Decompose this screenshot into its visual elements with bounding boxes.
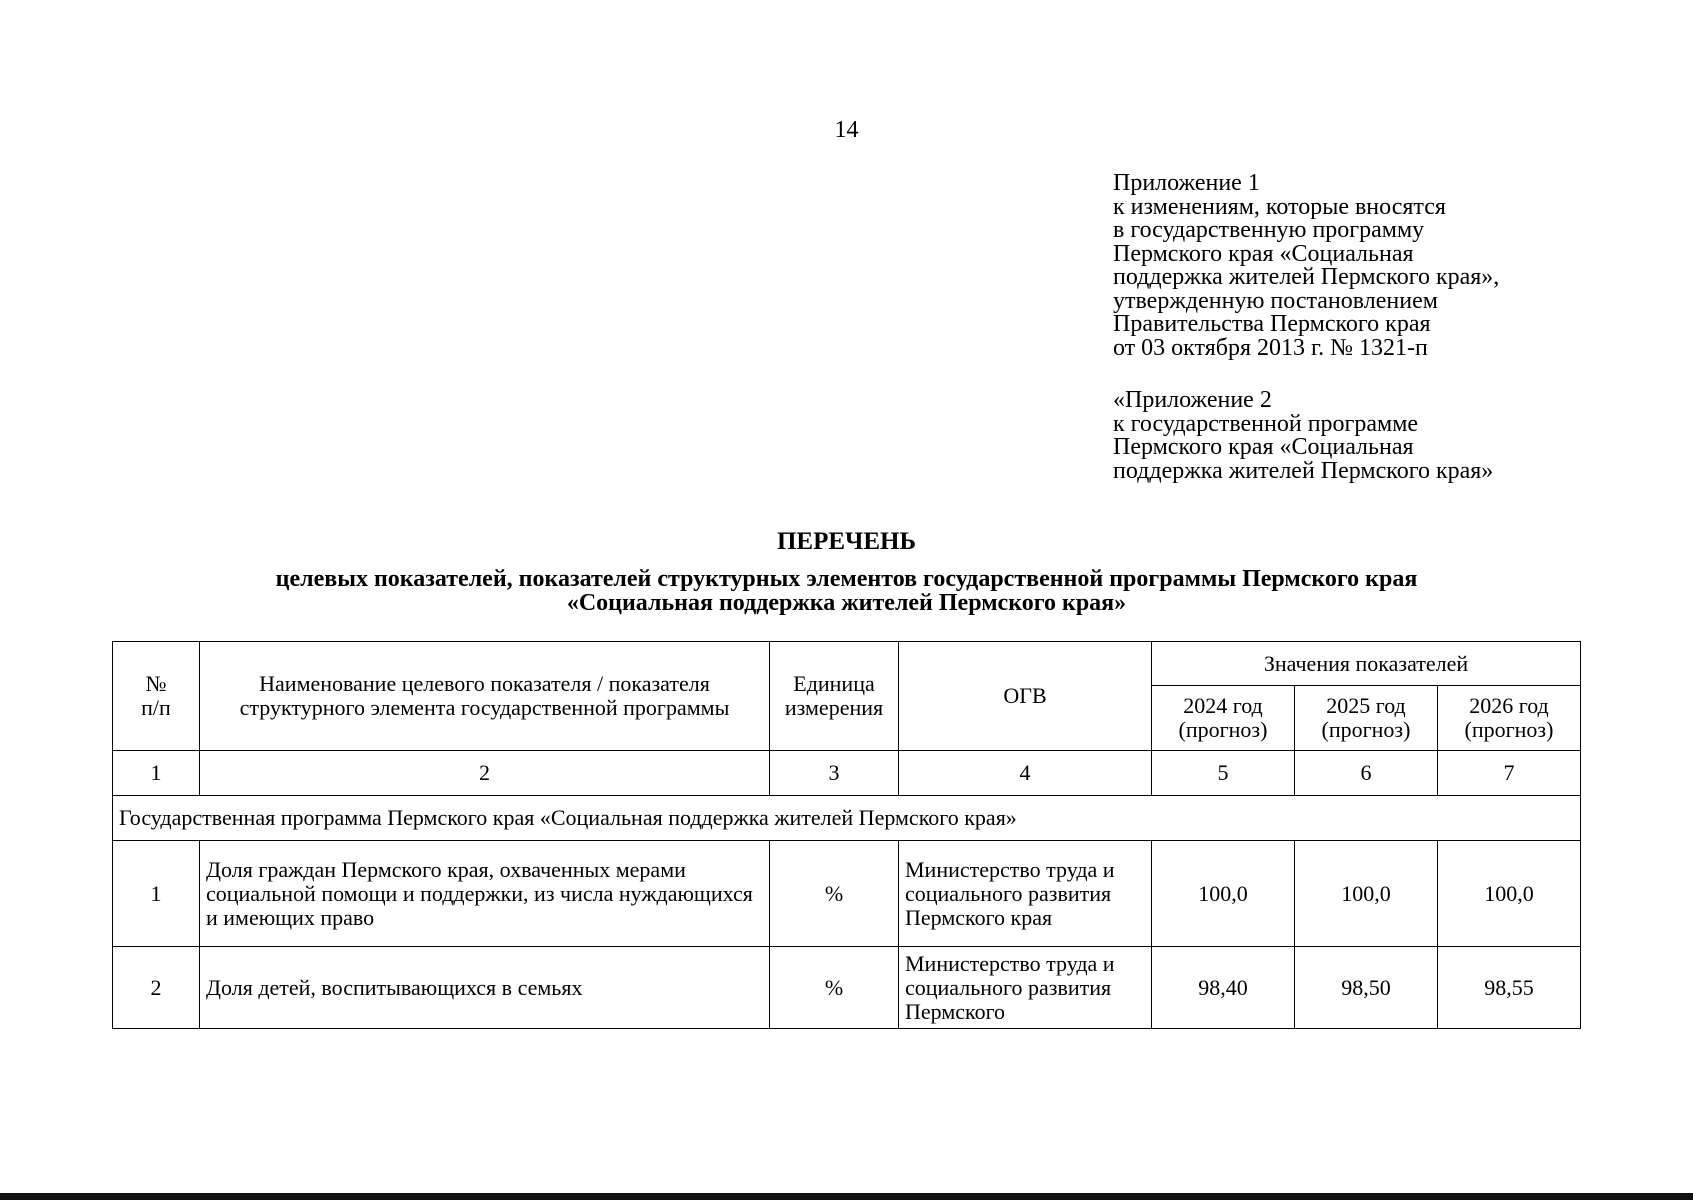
table-row bbox=[113, 947, 1581, 1029]
header-name bbox=[200, 642, 770, 751]
row-ogv: Министерство труда и социального развития Пермского bbox=[899, 947, 1152, 1029]
header-year-note: (прогноз) bbox=[1321, 717, 1411, 742]
document-subtitle bbox=[0, 567, 1693, 615]
column-number: 5 bbox=[1152, 751, 1295, 796]
appendix-1-line: Пермского края «Социальная bbox=[1113, 240, 1414, 267]
header-year-label: 2026 год bbox=[1469, 693, 1549, 718]
row-unit: % bbox=[770, 841, 899, 947]
appendix-1-line: Приложение 1 bbox=[1113, 170, 1260, 196]
header-year-note: (прогноз) bbox=[1464, 717, 1554, 742]
appendix-2-block bbox=[1113, 389, 1493, 483]
header-num bbox=[113, 642, 200, 751]
appendix-1-block bbox=[1113, 172, 1499, 360]
row-num: 1 bbox=[113, 841, 200, 947]
row-value-2024: 98,40 bbox=[1152, 947, 1295, 1029]
row-value-2024: 100,0 bbox=[1152, 841, 1295, 947]
appendix-1-line: утвержденную постановлением bbox=[1113, 287, 1438, 314]
header-name-line1: Наименование целевого показателя / показателя bbox=[259, 671, 710, 696]
column-number: 6 bbox=[1295, 751, 1438, 796]
column-number: 7 bbox=[1438, 751, 1581, 796]
row-num: 2 bbox=[113, 947, 200, 1029]
row-indicator-name: Доля детей, воспитывающихся в семьях bbox=[200, 947, 770, 1029]
header-row-top bbox=[113, 642, 1581, 686]
row-unit: % bbox=[770, 947, 899, 1029]
column-number: 3 bbox=[770, 751, 899, 796]
subtitle-line: «Социальная поддержка жителей Пермского края» bbox=[566, 590, 1127, 616]
header-year-2024 bbox=[1152, 686, 1295, 751]
appendix-1-line: к изменениям, которые вносятся bbox=[1113, 193, 1446, 220]
header-unit bbox=[770, 642, 899, 751]
program-row bbox=[113, 796, 1581, 841]
scan-edge bbox=[0, 1193, 1693, 1200]
row-indicator-name: Доля граждан Пермского края, охваченных мерами социальной помощи и поддержки, из числа нуждающихся и имеющих право bbox=[200, 841, 770, 947]
column-number: 4 bbox=[899, 751, 1152, 796]
appendix-1-line: от 03 октября 2013 г. № 1321-п bbox=[1113, 334, 1428, 361]
subtitle-line: целевых показателей, показателей структурных элементов государственной программы Пермского края bbox=[275, 566, 1418, 592]
appendix-2-line: «Приложение 2 bbox=[1113, 387, 1272, 413]
column-number-row bbox=[113, 751, 1581, 796]
appendix-2-line: к государственной программе bbox=[1113, 410, 1419, 437]
row-value-2026: 100,0 bbox=[1438, 841, 1581, 947]
program-row-label: Государственная программа Пермского края «Социальная поддержка жителей Пермского края» bbox=[113, 796, 1581, 841]
header-year-label: 2024 год bbox=[1183, 693, 1263, 718]
header-values-group: Значения показателей bbox=[1152, 642, 1581, 686]
column-number: 2 bbox=[200, 751, 770, 796]
indicators-table bbox=[112, 641, 1581, 1029]
table-row bbox=[113, 841, 1581, 947]
row-value-2025: 98,50 bbox=[1295, 947, 1438, 1029]
row-ogv: Министерство труда и социального развития Пермского края bbox=[899, 841, 1152, 947]
header-unit-line1: Единица bbox=[793, 671, 875, 696]
header-num-line1: № bbox=[145, 671, 167, 696]
header-year-note: (прогноз) bbox=[1178, 717, 1268, 742]
appendix-2-line: поддержка жителей Пермского края» bbox=[1113, 457, 1494, 484]
document-title: ПЕРЕЧЕНЬ bbox=[776, 528, 917, 555]
header-unit-line2: измерения bbox=[784, 695, 884, 720]
header-year-2026 bbox=[1438, 686, 1581, 751]
appendix-1-line: в государственную программу bbox=[1113, 217, 1425, 243]
row-value-2026: 98,55 bbox=[1438, 947, 1581, 1029]
appendix-1-line: Правительства Пермского края bbox=[1113, 311, 1431, 337]
header-year-label: 2025 год bbox=[1326, 693, 1406, 718]
header-name-line2: структурного элемента государственной программы bbox=[239, 695, 730, 720]
column-number: 1 bbox=[113, 751, 200, 796]
header-year-2025 bbox=[1295, 686, 1438, 751]
appendix-1-line: поддержка жителей Пермского края», bbox=[1113, 264, 1500, 290]
row-value-2025: 100,0 bbox=[1295, 841, 1438, 947]
header-num-line2: п/п bbox=[141, 695, 171, 720]
page-number: 14 bbox=[834, 117, 859, 143]
appendix-2-line: Пермского края «Социальная bbox=[1113, 434, 1414, 460]
header-ogv: ОГВ bbox=[899, 642, 1152, 751]
